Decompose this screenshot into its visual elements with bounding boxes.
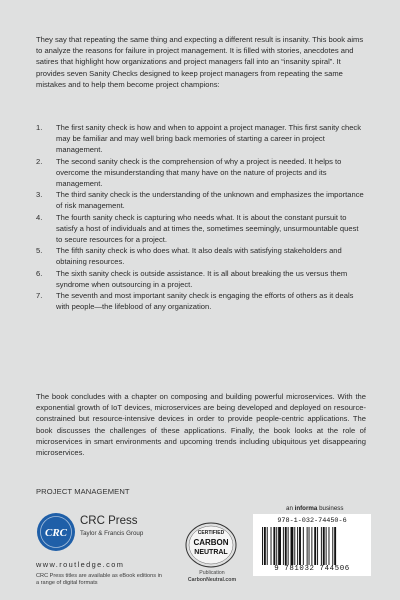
barcode-bar [311,527,312,565]
carbon-top-text: CERTIFIED [197,530,225,536]
list-text: The third sanity check is the understanding of the unknown and emphasizes the importance of risk management. [56,190,364,211]
conclusion-paragraph: The book concludes with a chapter on composing and building powerful microservices. With the exponential growth of IoT devices, microservices are being developed and deployed on resource-constrained but resource-intensive devices in order to provide people-centric applications. The book discusses the challenges of these applications. Finally, the book looks at the role of microservices in smart environments and upcoming trends including ubiquitous yet disappearing microservices. [36,392,366,458]
informa-suffix: business [319,505,344,512]
list-item [36,122,366,156]
barcode-bar [276,527,277,565]
list-text: The sixth sanity check is outside assistance. It is all about breaking the us versus them syndrome when outsourcing in a project. [56,268,348,289]
list-number: 6. [36,268,43,278]
barcode-bar [299,527,301,565]
barcode-bar [294,527,295,565]
list-item [36,290,366,312]
subject-category: PROJECT MANAGEMENT [36,487,130,496]
barcode-bar [323,527,325,565]
barcode-bar [262,527,263,565]
informa-tagline [286,505,343,512]
barcode-bar [326,527,327,565]
barcode-bar [321,527,322,565]
publisher-group: Taylor & Francis Group [80,530,144,537]
intro-paragraph: They say that repeating the same thing and expecting a different result is insanity. This book aims to analyze the reasons for failure in project management. It is filled with stories, anecdotes and satires that highlight how organizations and project managers fall into an “insanity spiral”. It provides seven Sanity Checks designed to keep project managers from repeating the same mistakes and to help them become project champions: [36,35,364,89]
carbon-mid2-text: NEUTRAL [194,549,228,556]
barcode-bar [288,527,289,565]
publisher-website[interactable]: www.routledge.com [36,560,125,569]
sanity-checks-list [36,122,366,312]
barcode-bar [278,527,281,565]
list-number: 5. [36,246,43,256]
list-item [36,156,366,190]
list-number: 3. [36,190,43,200]
publisher-name: CRC Press [80,515,138,527]
barcode-bar [317,527,318,565]
isbn-barcode [253,514,371,576]
list-number: 4. [36,212,43,222]
isbn-top-text: 978-1-032-74450-6 [277,517,347,525]
barcode-bar [307,527,308,565]
ebook-note: CRC Press titles are available as eBook editions in a range of digital formats [36,573,162,586]
barcode-bar [283,527,284,565]
barcode-bar [273,527,275,565]
list-item [36,245,366,267]
barcode-icon [262,527,362,565]
informa-prefix: an [286,505,293,512]
barcode-bar [329,527,330,565]
barcode-bar [309,527,310,565]
list-number: 7. [36,291,43,301]
barcode-bar [291,527,294,565]
informa-brand: informa [294,505,318,512]
carbon-mid1-text: CARBON [193,538,229,547]
list-number: 1. [36,123,43,132]
list-number: 2. [36,156,43,166]
isbn-bottom-text: 9 781032 744506 [274,565,350,573]
logo-text: CRC [44,527,68,539]
list-item [36,189,366,211]
barcode-bar [285,527,287,565]
list-text: The first sanity check is how and when to appoint a project manager. This first sanity check may be familiar and may well bring back memories of starting a career in project management. [56,123,362,155]
barcode-bar [314,527,316,565]
list-text: The second sanity check is the comprehension of why a project is needed. It helps to overcome the misunderstanding that many have on the nature of projects and its management. [56,156,342,189]
carbon-site-text: CarbonNeutral.com [187,576,237,583]
list-item [36,268,366,290]
list-text: The fifth sanity check is who does what. It also deals with satisfying stakeholders and obtaining resources. [56,246,342,267]
barcode-bar [297,527,298,565]
barcode-bar [271,527,272,565]
barcode-bar [264,527,266,565]
carbon-neutral-logo-icon [183,517,239,573]
barcode-bar [267,527,268,565]
barcode-bar [332,527,333,565]
barcode-bar [303,527,304,565]
list-text: The seventh and most important sanity check is engaging the efforts of others as it deals with people—the lifeblood of any organization. [56,291,354,312]
list-text: The fourth sanity check is capturing who needs what. It is about the constant pursuit to satisfy a host of individuals and at times the, sometimes seemingly, unsurmountable quest to secure resources for a project. [56,212,359,245]
list-item [36,212,366,246]
carbon-pub-text: Publication [199,570,225,576]
carbon-caption [180,570,244,583]
barcode-bar [334,527,336,565]
crc-logo-icon [36,512,76,552]
